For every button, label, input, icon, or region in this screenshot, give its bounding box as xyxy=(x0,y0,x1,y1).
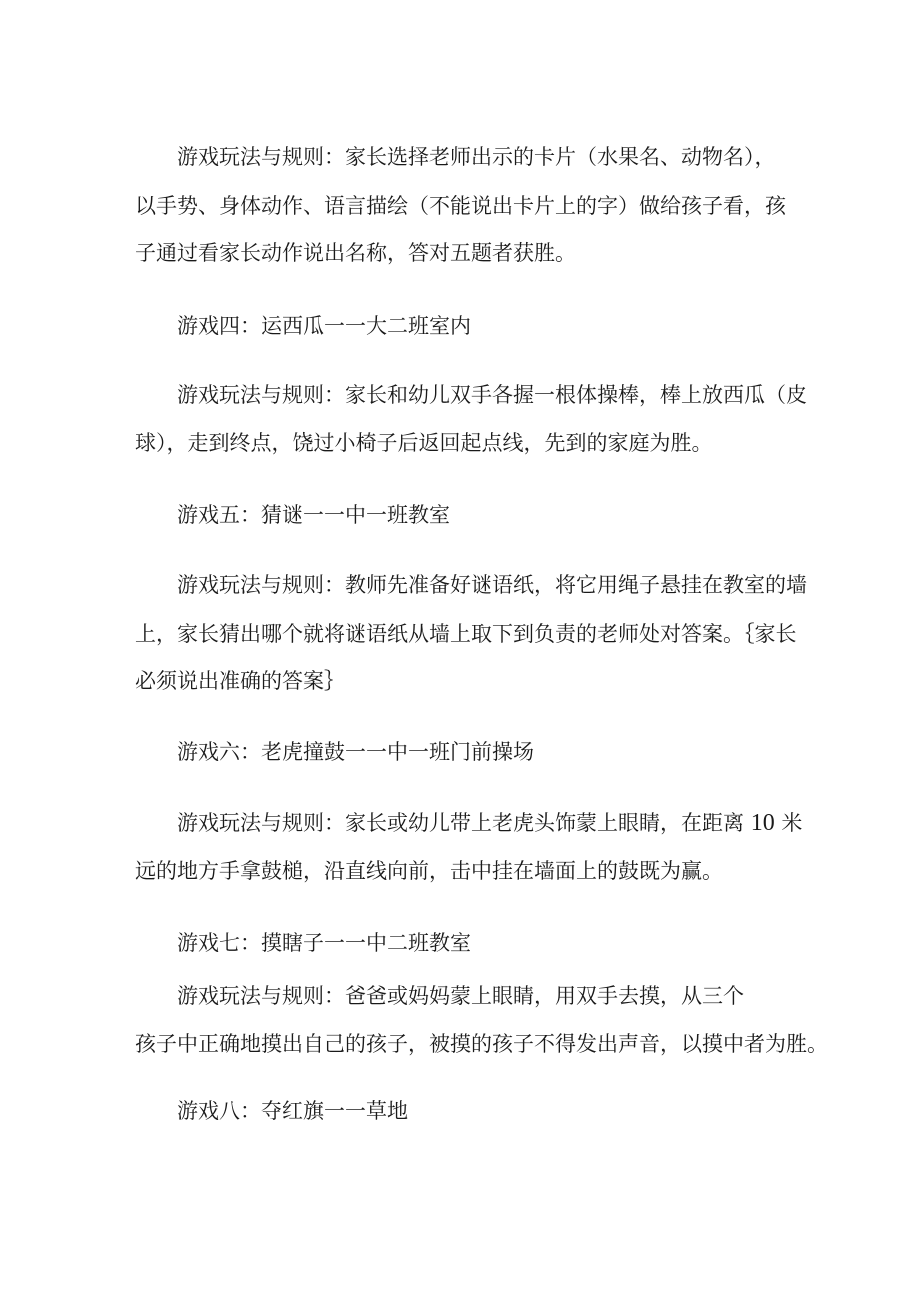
distance-number: 10 xyxy=(750,810,775,836)
paragraph-text: 游戏玩法与规则：家长或幼儿带上老虎头饰蒙上眼睛，在距离 xyxy=(177,811,744,835)
game-heading: 游戏八：夺红旗一一草地 xyxy=(177,1099,408,1123)
game-heading: 游戏六：老虎撞鼓一一中一班门前操场 xyxy=(177,740,534,764)
paragraph-line: 孩子中正确地摸出自己的孩子，被摸的孩子不得发出声音，以摸中者为胜。 xyxy=(135,1032,828,1056)
paragraph-line xyxy=(177,808,802,838)
paragraph-line: 游戏玩法与规则：爸爸或妈妈蒙上眼睛，用双手去摸，从三个 xyxy=(177,984,744,1008)
paragraph-line: 以手势、身体动作、语言描绘（不能说出卡片上的字）做给孩子看，孩 xyxy=(135,194,786,218)
paragraph-line: 游戏玩法与规则：家长和幼儿双手各握一根体操棒，棒上放西瓜（皮 xyxy=(177,383,807,407)
paragraph-line: 上，家长猜出哪个就将谜语纸从墙上取下到负责的老师处对答案。｛家长 xyxy=(135,622,797,646)
paragraph-line: 游戏玩法与规则：家长选择老师出示的卡片（水果名、动物名）， xyxy=(177,145,776,169)
game-heading: 游戏五：猜谜一一中一班教室 xyxy=(177,503,450,527)
paragraph-line: 必须说出准确的答案｝ xyxy=(135,669,345,693)
game-heading: 游戏七：摸瞎子一一中二班教室 xyxy=(177,931,471,955)
paragraph-line: 游戏玩法与规则：教师先准备好谜语纸，将它用绳子悬挂在教室的墙 xyxy=(177,573,807,597)
game-heading: 游戏四：运西瓜一一大二班室内 xyxy=(177,314,471,338)
paragraph-line: 球），走到终点，饶过小椅子后返回起点线，先到的家庭为胜。 xyxy=(135,431,713,455)
distance-unit: 米 xyxy=(781,811,803,835)
paragraph-line: 远的地方手拿鼓槌，沿直线向前，击中挂在墙面上的鼓既为赢。 xyxy=(135,859,723,883)
paragraph-line: 子通过看家长动作说出名称，答对五题者获胜。 xyxy=(135,241,576,265)
